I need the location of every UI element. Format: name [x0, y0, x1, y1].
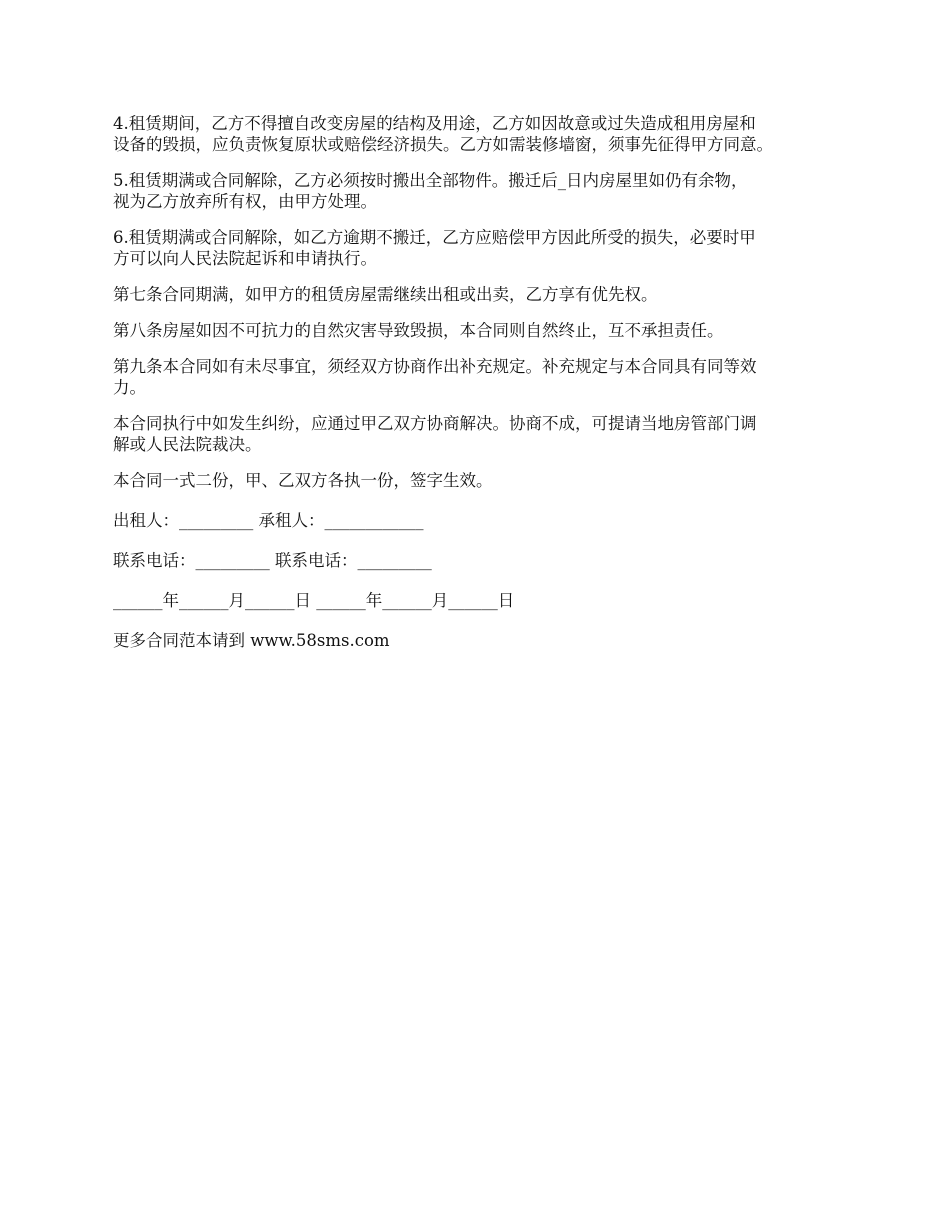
clause-5-paragraph [113, 170, 848, 212]
paragraph-line: 第九条本合同如有未尽事宜，须经双方协商作出补充规定。补充规定与本合同具有同等效 [113, 357, 757, 376]
article-9-paragraph [113, 356, 848, 398]
paragraph-line: 5.租赁期满或合同解除，乙方必须按时搬出全部物件。搬迁后_日内房屋里如仍有余物， [113, 171, 748, 190]
copies-paragraph [113, 470, 848, 491]
paragraph-line: 设备的毁损，应负责恢复原状或赔偿经济损失。乙方如需装修墙窗，须事先征得甲方同意。 [113, 135, 773, 154]
article-8-paragraph [113, 320, 848, 341]
signature-dates-line [113, 590, 848, 611]
signature-dates: ______年______月______日 ______年______月______日 [113, 591, 515, 610]
paragraph-line: 第七条合同期满，如甲方的租赁房屋需继续出租或出卖，乙方享有优先权。 [113, 285, 658, 304]
footer-text: 更多合同范本请到 www.58sms.com [113, 631, 390, 650]
paragraph-line: 方可以向人民法院起诉和申请执行。 [113, 249, 377, 268]
signature-phones: 联系电话：_________ 联系电话：_________ [113, 551, 432, 570]
paragraph-line: 解或人民法院裁决。 [113, 435, 262, 454]
clause-4-paragraph [113, 113, 848, 155]
signature-phones-line [113, 550, 848, 571]
paragraph-line: 本合同一式二份，甲、乙双方各执一份，签字生效。 [113, 471, 493, 490]
signature-parties-line [113, 510, 848, 531]
footer-line [113, 630, 848, 651]
paragraph-line: 力。 [113, 378, 146, 397]
clause-6-paragraph [113, 227, 848, 269]
dispute-paragraph [113, 413, 848, 455]
article-7-paragraph [113, 284, 848, 305]
paragraph-line: 视为乙方放弃所有权，由甲方处理。 [113, 192, 377, 211]
paragraph-line: 第八条房屋如因不可抗力的自然灾害导致毁损，本合同则自然终止，互不承担责任。 [113, 321, 724, 340]
paragraph-line: 6.租赁期满或合同解除，如乙方逾期不搬迁，乙方应赔偿甲方因此所受的损失，必要时甲 [113, 228, 756, 247]
signature-parties: 出租人：_________ 承租人：____________ [113, 511, 424, 530]
paragraph-line: 4.租赁期间，乙方不得擅自改变房屋的结构及用途，乙方如因故意或过失造成租用房屋和 [113, 114, 756, 133]
paragraph-line: 本合同执行中如发生纠纷，应通过甲乙双方协商解决。协商不成，可提请当地房管部门调 [113, 414, 757, 433]
document-body [113, 113, 848, 666]
